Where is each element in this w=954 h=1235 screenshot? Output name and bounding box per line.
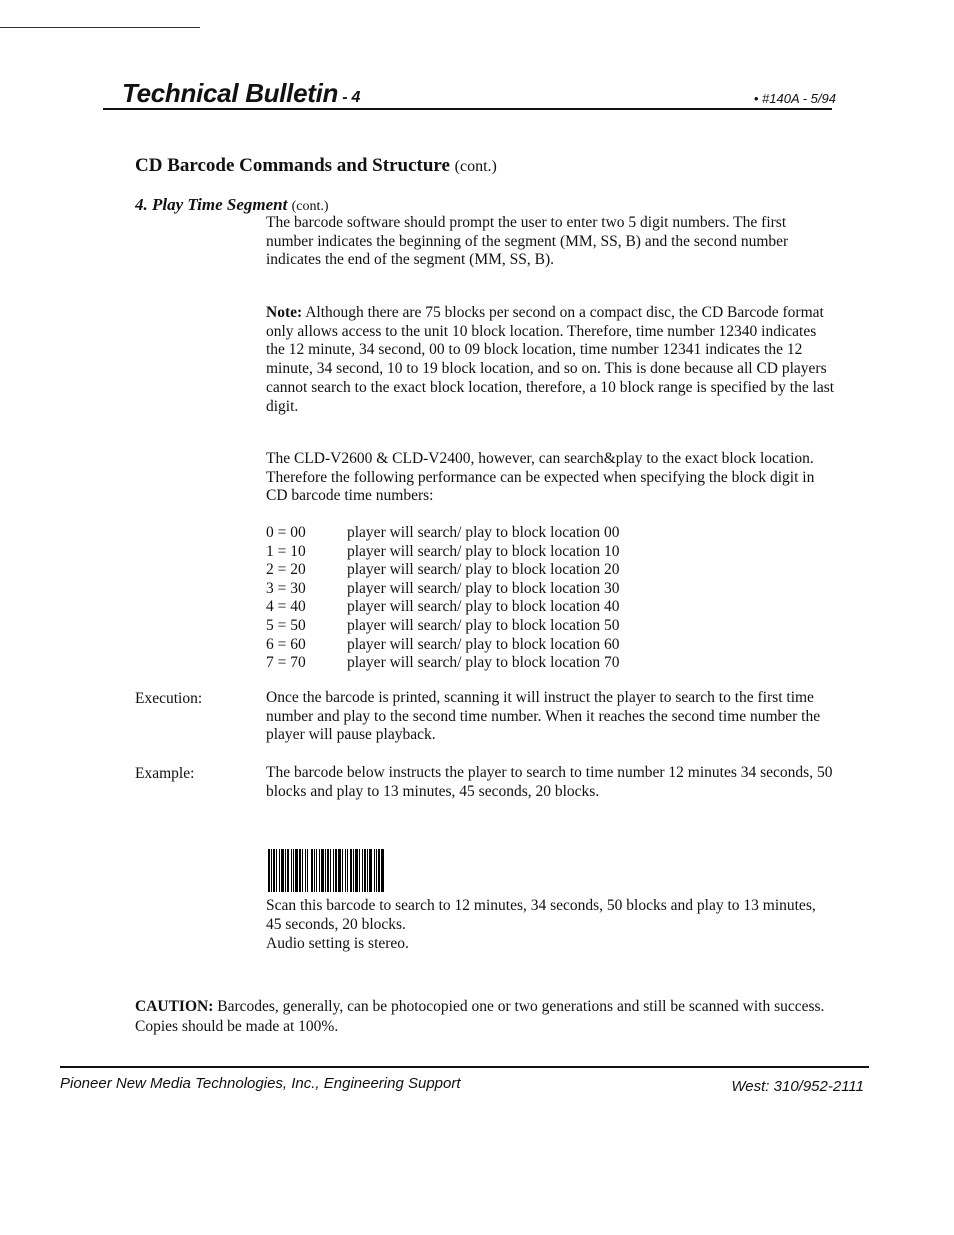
barcode-icon <box>268 849 444 892</box>
bulletin-title <box>122 78 360 109</box>
block-digit: 7 = 70 <box>266 654 306 672</box>
block-digit: 5 = 50 <box>266 616 306 634</box>
block-digit: 1 = 10 <box>266 542 306 560</box>
block-table-row <box>266 617 619 636</box>
block-digit: 6 = 60 <box>266 635 306 653</box>
note-paragraph <box>266 304 836 416</box>
footer-rule <box>60 1066 869 1068</box>
header-rule <box>103 108 832 110</box>
subsection-title: Play Time Segment <box>152 195 288 214</box>
example-text: The barcode below instructs the player to search to time number 12 minutes 34 seconds, 50 blocks and play to 13 minutes, 45 seconds, 20 blocks. <box>266 764 833 800</box>
caution-text: Barcodes, generally, can be photocopied one or two generations and still be scanned with success. Copies should be made at 100%. <box>135 998 825 1035</box>
section-heading <box>135 155 497 177</box>
intro-paragraph: The barcode software should prompt the user to enter two 5 digit numbers. The first number indicates the beginning of the segment (MM, SS, B) and the second number indicates the end of the segment (MM, SS, B). <box>266 214 789 269</box>
note-label: Note: <box>266 304 303 321</box>
block-digit-table <box>266 524 619 673</box>
block-description: player will search/ play to block location 20 <box>347 561 620 579</box>
scan-text: Scan this barcode to search to 12 minutes, 34 seconds, 50 blocks and play to 13 minutes, 45 seconds, 20 blocks. <box>266 897 816 933</box>
subsection-heading <box>135 195 329 215</box>
footer-phone: West: 310/952-2111 <box>731 1078 864 1095</box>
cld-paragraph: The CLD-V2600 & CLD-V2400, however, can search&play to the exact block location. Therefore the following performance can be expected when specifying the block digit in CD barcode time numbers: <box>266 450 815 505</box>
block-description: player will search/ play to block location 30 <box>347 579 620 597</box>
section-cont: (cont.) <box>454 158 497 175</box>
block-description: player will search/ play to block location 70 <box>347 654 620 672</box>
section-title: CD Barcode Commands and Structure <box>135 155 450 176</box>
bulletin-page-number: 4 <box>351 89 361 106</box>
caution-paragraph <box>135 997 835 1036</box>
subsection-cont: (cont.) <box>291 199 329 214</box>
block-description: player will search/ play to block location 40 <box>347 598 620 616</box>
block-table-row <box>266 580 619 599</box>
note-text: Although there are 75 blocks per second on a compact disc, the CD Barcode format only allows access to the unit 10 block location. Therefore, time number 12340 indicates the 12 minute, 34 second, 00 to 09 block location, time number 12341 indicates the 12 minute, 34 second, 10 to 19 block location, and so on. This is done because all CD players cannot search to the exact block location, therefore, a 10 block range is specified by the last digit. <box>266 304 835 415</box>
block-table-row <box>266 561 619 580</box>
title-separator: - <box>338 89 352 106</box>
block-table-row <box>266 543 619 562</box>
block-description: player will search/ play to block location 00 <box>347 524 620 541</box>
audio-setting-text: Audio setting is stereo. <box>266 935 409 952</box>
example-label: Example: <box>135 765 195 782</box>
scan-top-line <box>0 27 200 28</box>
block-table-row <box>266 524 619 543</box>
block-description: player will search/ play to block location 60 <box>347 635 620 653</box>
footer-company: Pioneer New Media Technologies, Inc., Engineering Support <box>60 1075 461 1092</box>
caution-label: CAUTION: <box>135 998 214 1015</box>
block-description: player will search/ play to block location 10 <box>347 542 620 560</box>
block-digit: 2 = 20 <box>266 561 306 579</box>
block-table-row <box>266 598 619 617</box>
block-table-row <box>266 636 619 655</box>
bulletin-reference: • #140A - 5/94 <box>753 91 836 106</box>
execution-text: Once the barcode is printed, scanning it will instruct the player to search to the first time number and play to the second time number. When it reaches the second time number the player will pause playback. <box>266 689 821 744</box>
block-digit: 4 = 40 <box>266 598 306 616</box>
block-description: player will search/ play to block location 50 <box>347 616 620 634</box>
block-digit: 0 = 00 <box>266 524 306 541</box>
bulletin-title-text: Technical Bulletin <box>122 78 339 108</box>
block-digit: 3 = 30 <box>266 579 306 597</box>
subsection-number: 4. <box>135 195 148 214</box>
block-table-row <box>266 654 619 673</box>
execution-label: Execution: <box>135 690 203 707</box>
